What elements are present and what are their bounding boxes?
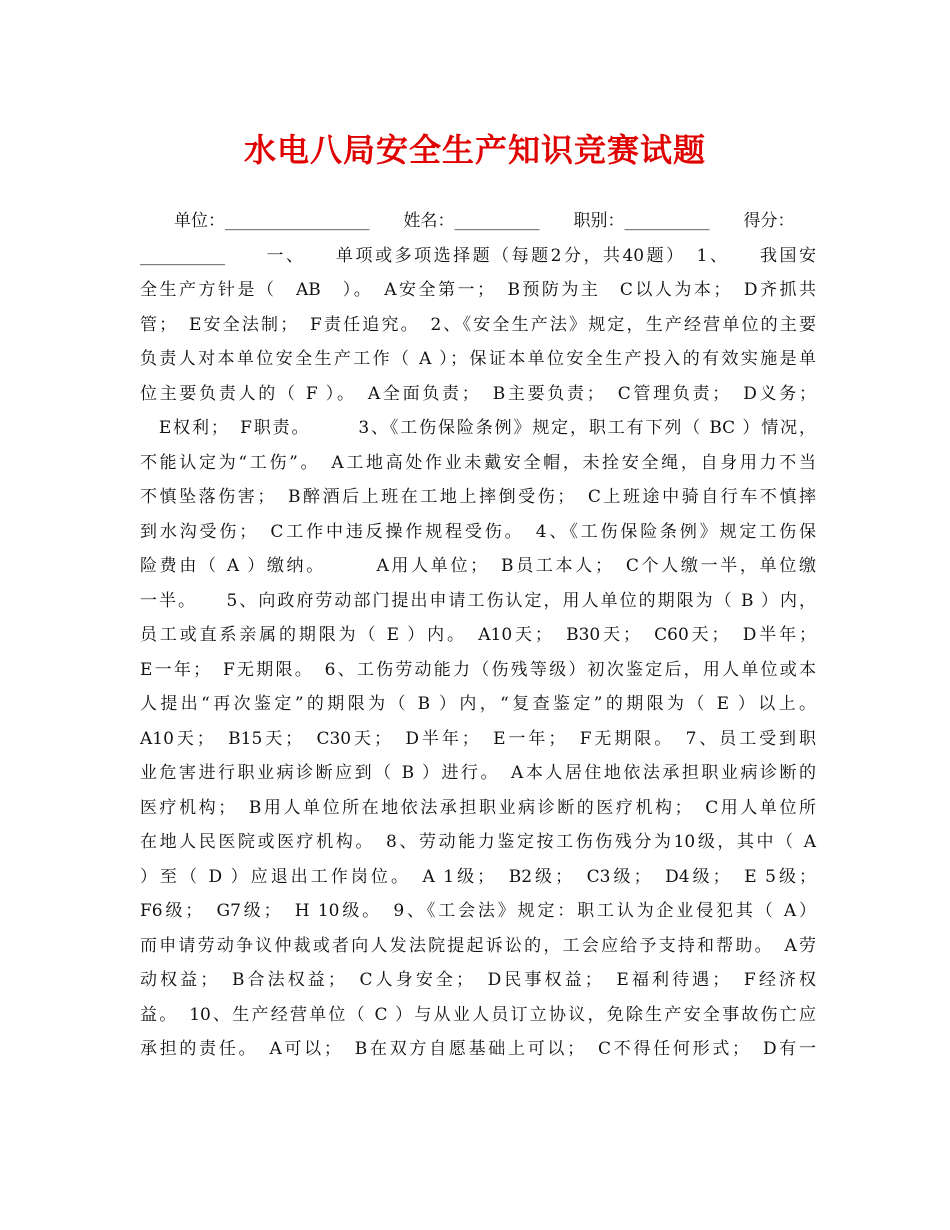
body-line: 承担的责任。 A可以； B在双方自愿基础上可以； C不得任何形式； D有一 — [140, 1039, 816, 1059]
body-line: 益。 10、生产经营单位（ C ）与从业人员订立协议，免除生产安全事故伤亡应 — [140, 1004, 816, 1025]
body-line: 单位：_________________ 姓名：__________ 职别：__________ 得分： — [140, 211, 795, 231]
document-title: 水电八局安全生产知识竞赛试题 — [243, 131, 706, 169]
body-line: 到水沟受伤； C工作中违反操作规程受伤。 4、《工伤保险条例》规定工伤保 — [140, 521, 816, 542]
body-line: 业危害进行职业病诊断应到（ B ）进行。 A本人居住地依法承担职业病诊断的 — [140, 763, 816, 783]
body-line: 医疗机构； B用人单位所在地依法承担职业病诊断的医疗机构； C用人单位所 — [140, 797, 816, 818]
body-line: E权利； F职责。 3、《工伤保险条例》规定，职工有下列（ BC ）情况， — [140, 418, 816, 438]
body-line: 位主要负责人的（ F ）。 A全面负责； B主要负责； C管理负责； D义务； — [140, 383, 816, 404]
body-line: ）至（ D ）应退出工作岗位。 A 1级； B2级； C3级； D4级； E 5级； — [140, 866, 816, 887]
body-line: 负责人对本单位安全生产工作（ A ）；保证本单位安全生产投入的有效实施是单 — [140, 349, 816, 369]
body-line: 人提出“再次鉴定”的期限为（ B ）内，“复查鉴定”的期限为（ E ）以上。 — [140, 694, 816, 714]
body-line: F6级； G7级； H 10级。 9、《工会法》规定：职工认为企业侵犯其（ A） — [140, 901, 816, 921]
document-body — [140, 204, 816, 1067]
body-line: 动权益； B合法权益； C人身安全； D民事权益； E福利待遇； F经济权 — [140, 970, 816, 990]
body-line: 不慎坠落伤害； B醉酒后上班在工地上摔倒受伤； C上班途中骑自行车不慎摔 — [140, 487, 816, 507]
body-line: A10天； B15天； C30天； D半年； E一年； F无期限。 7、员工受到职 — [140, 728, 816, 749]
body-line: __________ 一、 单项或多项选择题（每题2分，共40题） 1、 我国安 — [140, 245, 816, 266]
body-line: 员工或直系亲属的期限为（ E ）内。 A10天； B30天； C60天； D半年； — [140, 625, 816, 645]
body-line: 险费由（ A ）缴纳。 A用人单位； B员工本人； C个人缴一半，单位缴 — [140, 556, 816, 576]
body-line: 管； E安全法制； F责任追究。 2、《安全生产法》规定，生产经营单位的主要 — [140, 314, 816, 335]
body-line: E一年； F无期限。 6、工伤劳动能力（伤残等级）初次鉴定后，用人单位或本 — [140, 659, 816, 680]
body-line: 在地人民医院或医疗机构。 8、劳动能力鉴定按工伤伤残分为10级，其中（ A — [140, 832, 816, 852]
body-line: 一半。 5、向政府劳动部门提出申请工伤认定，用人单位的期限为（ B ）内， — [140, 590, 816, 611]
body-line: 而申请劳动争议仲裁或者向人发法院提起诉讼的，工会应给予支持和帮助。 A劳 — [140, 935, 816, 956]
body-line: 全生产方针是（ AB ）。 A安全第一； B预防为主 C以人为本； D齐抓共 — [140, 280, 816, 300]
body-line: 不能认定为“工伤”。 A工地高处作业未戴安全帽，未拴安全绳，自身用力不当 — [140, 452, 816, 473]
